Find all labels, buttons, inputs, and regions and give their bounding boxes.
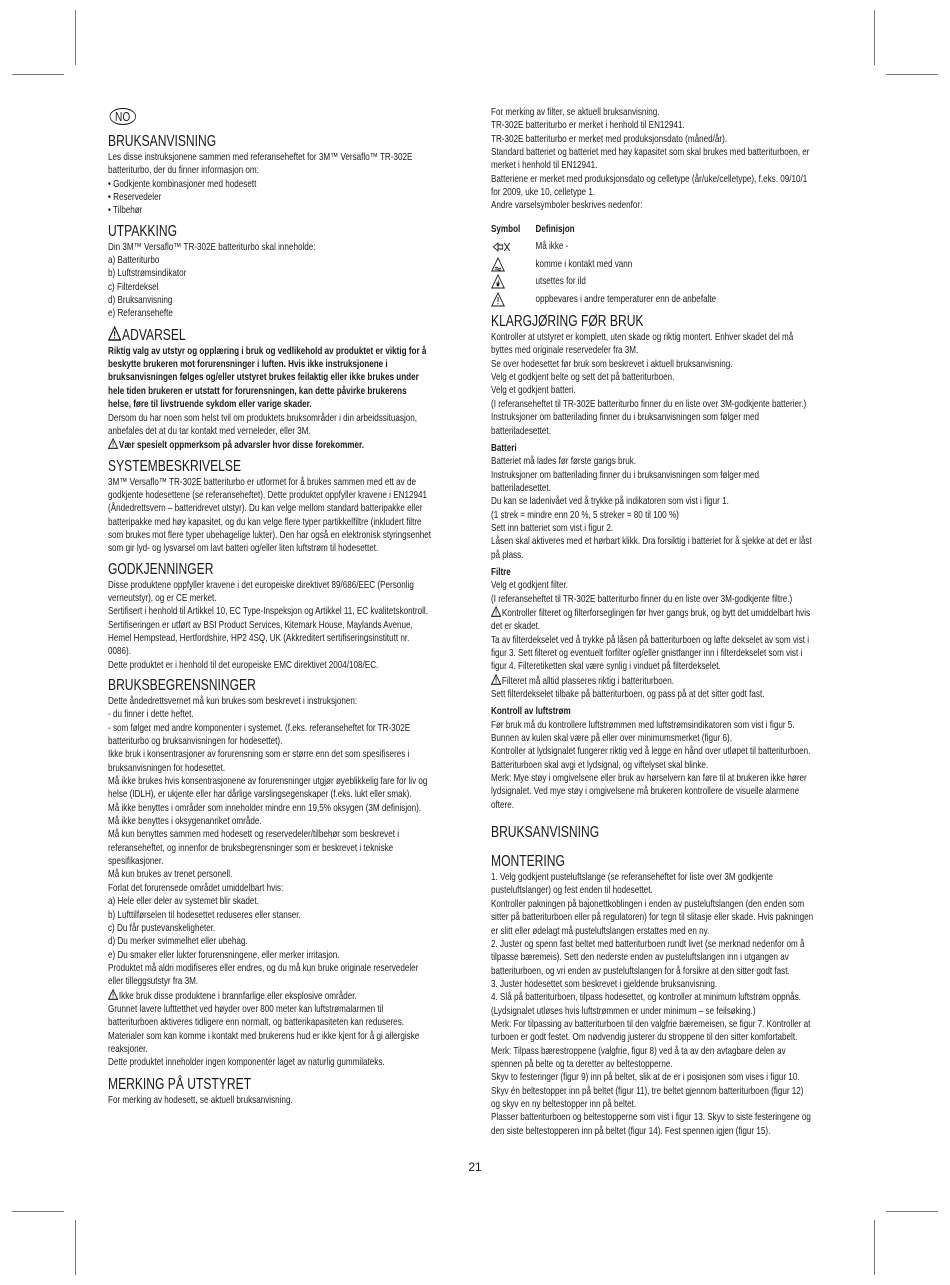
- text-line: Merk: Mye støy i omgivelsene eller bruk av hørselvern kan føre til at brukeren ikke hører: [491, 773, 807, 785]
- list-item: e) Referansehefte: [108, 308, 173, 320]
- text-line: Plasser batteriturboen og beltestopperne som vist i figur 13. Skyv to siste festeringene og: [491, 1112, 811, 1124]
- text-line: referanseheftet, og innenfor de bruksbegrensninger som er beskrevet i tekniske: [108, 842, 394, 854]
- subheading: Kontroll av luftstrøm: [491, 706, 571, 718]
- text-line: byttes med originale reservedeler fra 3M.: [491, 345, 639, 357]
- text-line: Må ikke benyttes i oksygenanriket område.: [108, 816, 262, 828]
- text-line: verneutstyr), og er CE merket.: [108, 592, 217, 604]
- text-line: Du kan se ladenivået ved å trykke på indikatoren som vist i figur 1.: [491, 496, 729, 508]
- text-line: Batteriturboen skal avgi et lydsignal, og viftelyset skal blinke.: [491, 759, 709, 771]
- text-line: Din 3M™ Versaflo™ TR-302E batteriturbo skal inneholde:: [108, 241, 316, 253]
- text-line: 3. Juster hodesettet som beskrevet i gjeldende bruksanvisning.: [491, 978, 718, 990]
- symbol-row: [491, 238, 846, 256]
- warning-text-line: Riktig valg av utstyr og opplæring i bruk og vedlikehold av produktet er viktig for å: [108, 345, 427, 357]
- page-number: 21: [468, 1160, 482, 1174]
- text-line: Skyv én beltestopper inn på beltet (figur 11), tre beltet gjennom batteriturboen (figur 12): [491, 1085, 804, 1097]
- section-kontroll: [491, 705, 846, 812]
- section-systembeskrivelse: [108, 458, 468, 556]
- crop-mark: [12, 1211, 64, 1212]
- list-item: a) Batteriturbo: [108, 255, 160, 267]
- warning-icon: [108, 326, 121, 341]
- text-line: figur 4. Filteretiketten skal være synlig i vinduet på filterdekselet.: [491, 661, 721, 673]
- section-heading: BRUKSBEGRENSNINGER: [108, 677, 256, 694]
- crop-mark: [874, 10, 875, 65]
- text-line: anbefales det at du tar kontakt med verneleder, eller 3M.: [108, 425, 311, 437]
- warning-text-line: hele tiden brukeren er utstatt for forurensningen, kan dette påvirke brukerens: [108, 385, 407, 397]
- text-line: Standard batteriet og batteriet med høy kapasitet som skal brukes med batteriturboen, er: [491, 147, 810, 159]
- heading-text: ADVARSEL: [122, 326, 186, 344]
- symbol-definition: komme i kontakt med vann: [535, 258, 633, 270]
- temperature-warning-icon: [491, 292, 505, 307]
- text-line: Må ikke brukes hvis konsentrasjonene av forurensninger utgjør øyeblikkelig fare for liv og: [108, 776, 428, 788]
- text-line: Må kun benyttes sammen med hodesett og reservedeler/tilbehør som beskrevet i: [108, 829, 400, 841]
- column-header-definition: Definisjon: [535, 223, 575, 235]
- text-line: 0086).: [108, 646, 131, 658]
- text-line: Produktet må aldri modifiseres eller endres, og du må kun bruke originale reservedeler: [108, 962, 419, 974]
- text-line: Må kun brukes av trenet personell.: [108, 869, 233, 881]
- section-bruksanvisning-2: [491, 824, 846, 841]
- symbol-definition: utsettes for ild: [535, 276, 586, 288]
- text-line: Forlat det forurensede området umiddelbart hvis:: [108, 882, 284, 894]
- warning-note: [491, 606, 846, 620]
- text-line: batteripakke med høy kapasitet, og du kan velge flere typer partikkelfiltre (inkludert filtre: [108, 516, 422, 528]
- text-line: pusteluftslanger) og fest enden til hodesettet.: [491, 885, 653, 897]
- text-line: Sett filterdekselet tilbake på batteriturboen, og pass på at det sitter godt fast.: [491, 689, 765, 701]
- warning-note-text: Vær spesielt oppmerksom på advarsler hvor disse forekommer.: [118, 440, 364, 452]
- text-line: Bunnen av kulen skal være på eller over minimumsmerket (figur 6).: [491, 733, 732, 745]
- text-line: figur 3. Sett filteret og eventuelt forfilter og/eller gnistfanger inn i filterdekselet som vist i: [491, 648, 803, 659]
- crop-mark: [75, 1220, 76, 1275]
- symbol-row: [491, 256, 846, 274]
- text-line: oftere.: [491, 799, 514, 811]
- text-line: Batteriene er merket med produksjonsdato og celletype (år/uke/celletype), f.eks. 09/10/1: [491, 173, 808, 185]
- text-line: merket i henhold til EN12941.: [491, 160, 598, 172]
- text-line: Andre varselsymboler beskrives nedenfor:: [491, 200, 643, 212]
- text-line: (I referanseheftet til TR-302E batteriturbo finner du en liste over 3M-godkjente batterier.): [491, 398, 807, 410]
- text-line: - du finner i dette heftet.: [108, 709, 194, 721]
- text-line: TR-302E batteriturbo er merket i henhold til EN12941.: [491, 120, 685, 132]
- list-item: b) Luftstrømsindikator: [108, 268, 187, 280]
- symbol-table: [491, 223, 846, 308]
- text-line: Kontroller at lydsignalet fungerer riktig ved å legge en hånd over utløpet til batteriturboen.: [491, 746, 811, 758]
- text-line: 2. Juster og spenn fast beltet med batteriturboen rundt livet (se merknad nedenfor om å: [491, 938, 805, 950]
- text-line: TR-302E batteriturbo er merket med produksjonsdato (måned/år).: [491, 133, 728, 145]
- text-line: Ikke bruk i konsentrasjoner av forurensning som er større enn det som spesifiseres i: [108, 749, 410, 761]
- section-godkjenninger: [108, 561, 468, 672]
- section-bruksbegrensninger: [108, 677, 468, 1070]
- subheading: Batteri: [491, 442, 517, 454]
- section-heading: SYSTEMBESKRIVELSE: [108, 457, 242, 475]
- text-line: Dette åndedrettsvernet må kun brukes som beskrevet i instruksjonen:: [108, 696, 358, 707]
- text-line: 3M™ Versaflo™ TR-302E batteriturbo er utformet for å brukes sammen med ett av de: [108, 476, 416, 488]
- text-line: Må ikke benyttes i områder som inneholder mindre enn 19,5% oksygen (3M definisjon).: [108, 802, 422, 814]
- section-heading: KLARGJØRING FØR BRUK: [491, 313, 644, 331]
- warning-note: [108, 989, 468, 1003]
- section-heading: MONTERING: [491, 853, 565, 871]
- warning-note: [108, 438, 468, 452]
- text-line: Sett inn batteriet som vist i figur 2.: [491, 522, 614, 534]
- text-line: - som følger med andre komponenter i systemet. (f.eks. referanseheftet for TR-302E: [108, 722, 411, 734]
- list-item: b) Lufttilførselen til hodesettet reduseres eller stanser.: [108, 909, 301, 921]
- text-line: Sertifiseringen er utført av BSI Product Services, Kitemark House, Maylands Avenue,: [108, 619, 413, 631]
- text-line: Dette produktet inneholder ingen komponenter laget av naturlig gummilateks.: [108, 1057, 385, 1069]
- text-line: Dette produktet er i henhold til det europeiske EMC direktivet 2004/108/EC.: [108, 659, 379, 671]
- text-line: spesifikasjoner.: [108, 856, 164, 868]
- text-line: (Åndedrettsvern – batteridrevet utstyr). Du kan velge mellom standard batteripakke eller: [108, 503, 423, 515]
- text-line: som brukes mot flere typer ubehagelige lukter). Den har også en elektronisk styringsenhet: [108, 529, 432, 541]
- text-line: sitter på batteriturboen eller på regulatoren) for tegn til slitasje eller skade. Hvis pakningen: [491, 912, 814, 924]
- section-heading: [108, 326, 468, 344]
- text-line: Instruksjoner om batterilading finner du i bruksanvisningen som følger med: [491, 469, 760, 481]
- symbol-row: [491, 273, 846, 291]
- warning-note: [491, 674, 846, 688]
- warning-text-line: bruksanvisningen følges og/eller utstyret brukes feilaktig eller ikke brukes under: [108, 372, 419, 384]
- crop-mark: [886, 1211, 938, 1212]
- text-line: Materialer som kan komme i kontakt med brukerens hud er ikke kjent for å gi allergiske: [108, 1030, 420, 1042]
- text-line: batteriturbo og bruksanvisningen for hodesettet).: [108, 736, 283, 748]
- text-line: den siste beltestopperen inn på beltet (figur 14). Fest spennen igjen (figur 15).: [491, 1125, 771, 1137]
- text-line: For merking av hodesett, se aktuell bruksanvisning.: [108, 1094, 293, 1106]
- text-line: lydsignalet. Ved mye støy i omgivelsene må brukeren kontrollere de visuelle alarmene: [491, 786, 800, 798]
- text-line: (Lydsignalet utløses hvis luftstrømmen er under minimum – se feilsøking.): [491, 1005, 756, 1017]
- section-bruksanvisning: [108, 133, 468, 218]
- text-line: Skyv to festeringer (figur 9) inn på beltet, slik at de er i posisjonen som vises i figur 10.: [491, 1072, 800, 1084]
- section-utpakking: [108, 223, 468, 321]
- text-line: batteriladesettet.: [491, 425, 551, 437]
- section-advarsel: [108, 326, 468, 453]
- text-line: Instruksjoner om batterilading finner du i bruksanvisningen som følger med: [491, 412, 760, 424]
- text-line: 4. Slå på batteriturboen, tilpass hodesettet, og kontroller at minimum luftstrøm oppnås.: [491, 992, 801, 1004]
- text-line: Dersom du har noen som helst tvil om produktets bruksområder i din arbeidssituasjon,: [108, 412, 418, 424]
- text-line: Låsen skal aktiveres med et hørbart klikk. Dra forsiktig i batteriet for å sjekke at det er låst: [491, 536, 812, 548]
- text-line: Batteriet må lades før første gangs bruk.: [491, 456, 637, 468]
- text-line: Grunnet lavere lufttetthet ved høyder over 800 meter kan luftstrømalarmen til: [108, 1003, 384, 1015]
- section-merking: [108, 1076, 468, 1107]
- text-line: For merking av filter, se aktuell bruksanvisning.: [491, 107, 660, 118]
- left-column: [108, 107, 468, 1107]
- text-line: og skyv en ny beltestopper inn på beltet.: [491, 1098, 637, 1110]
- text-line: er slitt eller ødelagt må pusteluftslangen erstattes med en ny.: [491, 925, 710, 937]
- text-line: eller tilleggsutstyr fra 3M.: [108, 976, 199, 988]
- list-item: d) Du merker svimmelhet eller ubehag.: [108, 936, 248, 948]
- warning-note-text: Kontroller filteret og filterforseglingen før hver gangs bruk, og bytt det umiddelbart hvis: [501, 607, 811, 619]
- text-line: på plass.: [491, 549, 524, 561]
- do-not-icon: [491, 242, 511, 252]
- text-line: det er skadet.: [491, 621, 541, 633]
- crop-mark: [886, 74, 938, 75]
- section-heading: UTPAKKING: [108, 222, 177, 240]
- text-line: batteriturboen aktiveres tidligere enn normalt, og batterikapasiteten kan reduseres.: [108, 1017, 404, 1029]
- list-item: d) Bruksanvisning: [108, 295, 173, 307]
- text-line: som gir lyd- og lysvarsel om lavt batteri og/eller liten luftstrøm til hodesettet.: [108, 543, 379, 555]
- section-klargjoring: [491, 313, 846, 438]
- symbol-row: [491, 291, 846, 309]
- text-line: godkjente hodesettene (se referanseheftet). Dette produktet oppfyller kravene i EN12941: [108, 489, 427, 501]
- text-line: 1. Velg godkjent pusteluftslange (se referanseheftet for liste over 3M godkjente: [491, 872, 774, 884]
- text-line: Merk: For tilpassing av batteriturboen til den valgfrie bæremeisen, se figur 7. Kontroller at: [491, 1018, 811, 1030]
- section-filtre: [491, 566, 846, 701]
- text-line: batteriturbo, der du finner informasjon om:: [108, 165, 259, 177]
- warning-note-text: Filteret må alltid plasseres riktig i batteriturboen.: [501, 675, 674, 687]
- text-line: Kontroller at utstyret er komplett, uten skade og riktig montert. Enhver skadet del må: [491, 332, 794, 344]
- water-contact-icon: [491, 257, 505, 272]
- text-line: helse (IDLH), er ukjente eller har dårlige varslingsegenskaper (f.eks. lukt eller smak).: [108, 789, 412, 801]
- list-item: c) Du får pustevanskeligheter.: [108, 922, 216, 934]
- text-line: Hemel Hempstead, Hertfordshire, HP2 4SQ, UK (Akkreditert sertifiseringsinstitutt nr.: [108, 632, 410, 644]
- section-montering: [491, 853, 846, 1138]
- warning-note-text: Ikke bruk disse produktene i brannfarlige eller eksplosive områder.: [118, 990, 357, 1002]
- list-item: • Tilbehør: [108, 205, 143, 217]
- column-header-symbol: Symbol: [491, 223, 521, 235]
- text-line: Velg et godkjent belte og sett det på batteriturboen.: [491, 372, 675, 384]
- crop-mark: [874, 1220, 875, 1275]
- text-line: Kontroller pakningen på bajonettkoblingen i enden av pusteluftslangen (den enden som: [491, 898, 805, 910]
- text-line: bruksanvisningen for hodesettet.: [108, 762, 226, 774]
- text-line: Sertifisert i henhold til Artikkel 10, EC Type-Inspeksjon og Artikkel 11, EC kvalitetskontroll.: [108, 606, 428, 618]
- crop-mark: [12, 74, 64, 75]
- warning-icon: [108, 989, 118, 1000]
- list-item: e) Du smaker eller lukter forurensningene, eller merker irritasjon.: [108, 949, 340, 961]
- section-heading: BRUKSANVISNING: [491, 824, 600, 842]
- section-heading: MERKING PÅ UTSTYRET: [108, 1075, 252, 1093]
- list-item: • Godkjente kombinasjoner med hodesett: [108, 178, 257, 190]
- fire-icon: [491, 274, 505, 289]
- crop-mark: [75, 10, 76, 65]
- section-heading: GODKJENNINGER: [108, 560, 214, 578]
- warning-text-line: helse, føre til livstruende sykdom eller varige skader.: [108, 399, 312, 411]
- warning-icon: [491, 674, 501, 685]
- language-badge: NO: [110, 108, 136, 125]
- symbol-definition: Må ikke -: [535, 241, 569, 253]
- text-line: batteriturboen, og vri enden av pusteluftslangen for å forsikre at den sitter godt fast.: [491, 965, 790, 977]
- text-line: Ta av filterdekselet ved å trykke på låsen på batteriturboen og løfte dekselet av som vist i: [491, 634, 810, 646]
- text-line: reaksjoner.: [108, 1043, 148, 1055]
- text-line: (1 strek = mindre enn 20 %, 5 streker = 80 til 100 %): [491, 509, 679, 521]
- text-line: batteriladesettet.: [491, 482, 551, 494]
- text-line: Les disse instruksjonene sammen med referanseheftet for 3M™ Versaflo™ TR-302E: [108, 152, 413, 163]
- section-batteri: [491, 442, 846, 562]
- warning-icon: [108, 438, 118, 449]
- subheading: Filtre: [491, 566, 511, 578]
- text-line: (I referanseheftet til TR-302E batteriturbo finner du en liste over 3M-godkjente filtre.): [491, 593, 793, 605]
- text-line: Merk: Tilpass bærestroppene (valgfrie, figur 8) ved å ta av den avtagbare delen av: [491, 1045, 786, 1057]
- list-item: c) Filterdeksel: [108, 281, 159, 293]
- section-heading: BRUKSANVISNING: [108, 133, 217, 150]
- right-column: [491, 106, 846, 1138]
- text-line: turboen er godt festet. Om nødvendig justerer du stroppene til den sitter komfortabelt.: [491, 1032, 798, 1044]
- symbol-table-header: [491, 223, 846, 236]
- text-line: Velg et godkjent filter.: [491, 580, 569, 592]
- list-item: a) Hele eller deler av systemet blir skadet.: [108, 896, 259, 908]
- text-line: for 2009, uke 10, celletype 1.: [491, 187, 596, 199]
- text-line: Velg et godkjent batteri.: [491, 385, 576, 397]
- warning-text-line: beskytte brukeren mot forurensninger i luften. Hvis ikke instruksjonene i: [108, 359, 388, 371]
- text-line: Disse produktene oppfyller kravene i det europeiske direktivet 89/686/EEC (Personlig: [108, 579, 414, 591]
- symbol-definition: oppbevares i andre temperaturer enn de anbefalte: [535, 293, 717, 305]
- text-line: tilpasse bæremeis). Sett den nederste enden av pusteluftslangen inn i utgangen av: [491, 952, 789, 964]
- list-item: • Reservedeler: [108, 192, 162, 204]
- text-line: Se over hodesettet før bruk som beskrevet i aktuell bruksanvisning.: [491, 358, 733, 370]
- warning-icon: [491, 606, 501, 617]
- text-line: Før bruk må du kontrollere luftstrømmen med luftstrømsindikatoren som vist i figur 5.: [491, 719, 795, 731]
- text-line: spennen på belte og ta deretter av beltestopperne.: [491, 1058, 673, 1070]
- section-merking-continued: [491, 106, 846, 213]
